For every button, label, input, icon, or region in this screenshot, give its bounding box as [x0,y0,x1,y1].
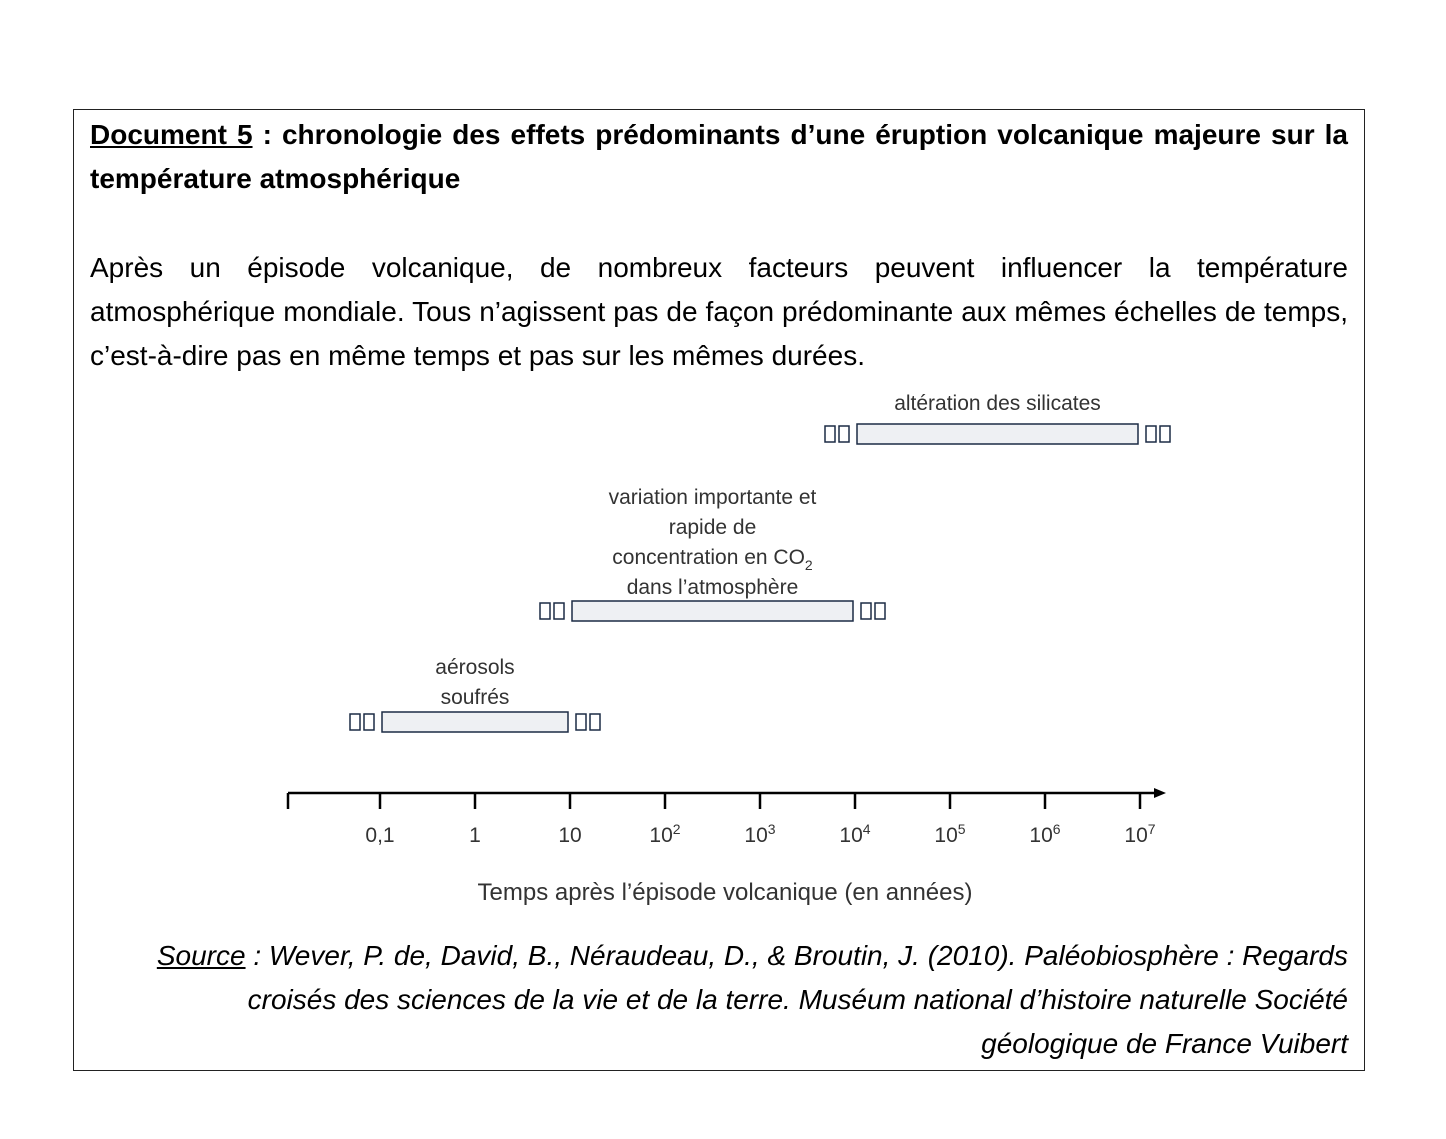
bar-extension-right [1160,426,1170,442]
x-tick-label: $10^6$ [1029,821,1061,847]
bar-extension-right [576,714,586,730]
x-tick-label: 1 [469,824,481,847]
bar-label: variation importante et [608,486,817,509]
x-axis-arrow [1154,788,1166,798]
bar-extension-left [350,714,360,730]
bar-extension-left [540,603,550,619]
bar-label: soufrés [440,686,510,709]
document-label: Document 5 [90,119,253,150]
source-label: Source [156,940,246,971]
bar-label: altération des silicates [894,392,1101,415]
bar-label: concentration en $CO_2$ [612,546,813,573]
bar-extension-left [364,714,374,730]
bar-label: rapide de [668,516,757,539]
intro-paragraph: Après un épisode volcanique, de nombreux facteurs peuvent influencer la température atmosphérique mondiale. Tous n’agissent pas de façon prédominante aux mêmes échelles de temps, c’est-à-dire pas en même temps et pas sur les mêmes durées. [90,252,1348,371]
bar-label: dans l’atmosphère [626,576,799,599]
x-tick-label: $10^7$ [1124,821,1156,847]
bar-extension-left [825,426,835,442]
bar-extension-right [861,603,871,619]
bar-extension-right [1146,426,1156,442]
x-tick-label: $10^4$ [839,821,871,847]
bar-extension-left [554,603,564,619]
source-citation [140,934,1348,1066]
bar-label: aérosols [435,656,515,679]
duration-bar [382,712,568,732]
duration-bar [857,424,1138,444]
bar-extension-right [875,603,885,619]
x-tick-label: 0,1 [365,824,395,847]
bar-extension-right [590,714,600,730]
x-tick-label: 10 [558,824,582,847]
x-tick-label: $10^2$ [649,821,681,847]
bar-extension-left [839,426,849,442]
source-text: : Wever, P. de, David, B., Néraudeau, D., & Broutin, J. (2010). Paléobiosphère : Regards croisés des sciences de la vie et de la terre. Muséum national d’histoire naturelle Société géologique de France Vuibert [245,940,1348,1059]
x-tick-label: $10^3$ [744,821,776,847]
duration-bar [572,601,853,621]
x-tick-label: $10^5$ [934,821,966,847]
document-title: : chronologie des effets prédominants d’une éruption volcanique majeure sur la température atmosphérique [90,119,1348,194]
x-axis-label: Temps après l’épisode volcanique (en années) [477,879,973,906]
